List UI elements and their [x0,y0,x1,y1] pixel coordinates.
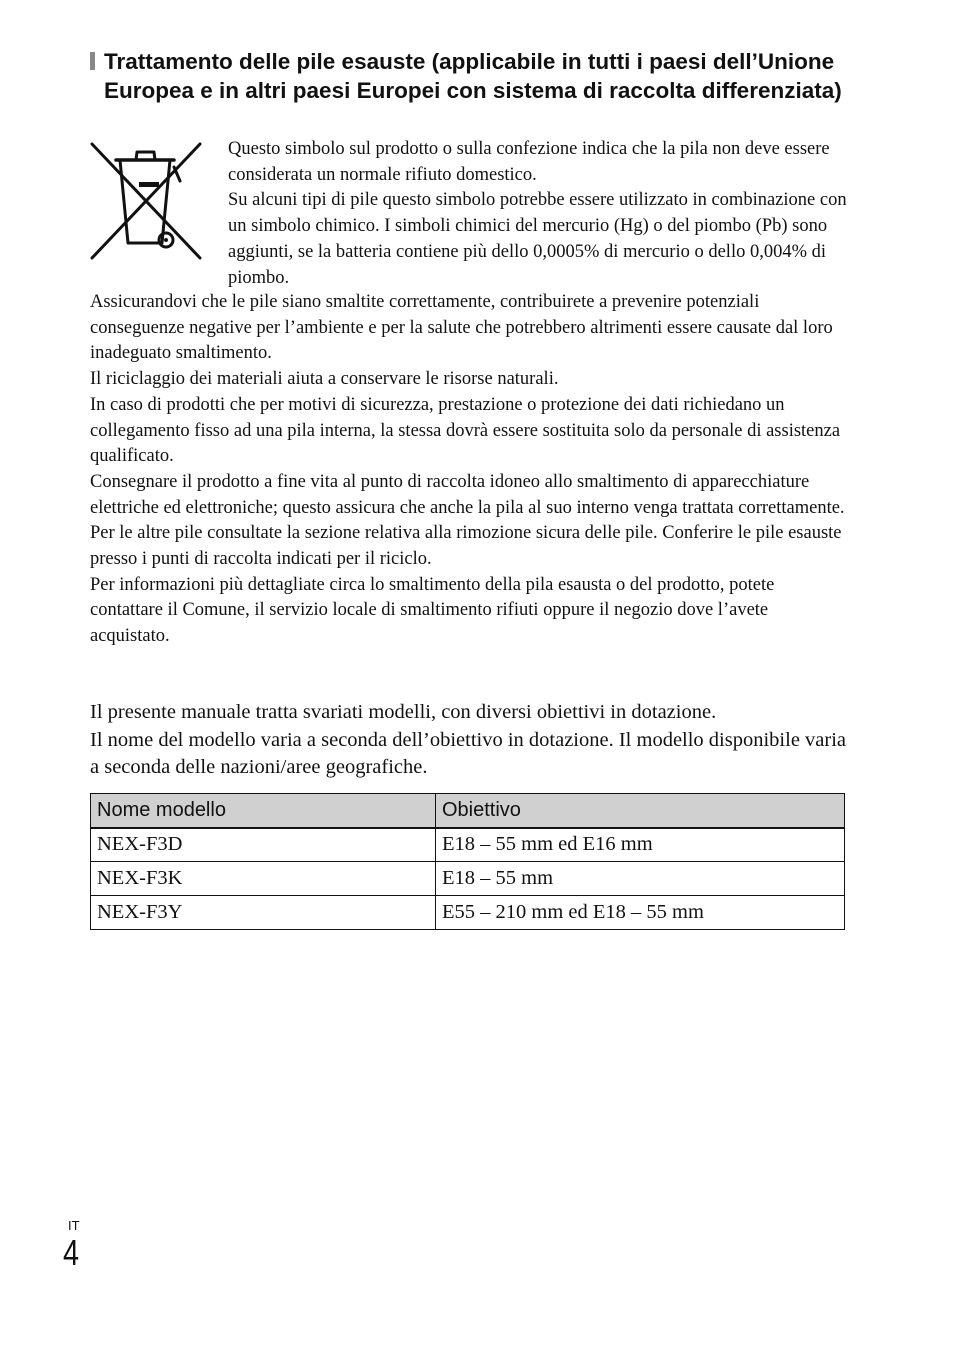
manual-note-line: Il presente manuale tratta svariati modelli, con diversi obiettivi in dotazione. [90,701,717,723]
intro-paragraph: Su alcuni tipi di pile questo simbolo potrebbe essere utilizzato in combinazione con un simbolo chimico. I simboli chimici del mercurio (Hg) o del piombo (Pb) sono aggiunti, se la batteria contiene più dello 0,0005% di mercurio o dello 0,004% di piombo. [228,190,847,288]
table-row [91,896,845,930]
lens-cell: E18 – 55 mm [436,862,845,896]
section-title: Trattamento delle pile esauste (applicabile in tutti i paesi dell’Unione Europea e in altri paesi Europei con sistema di raccolta differenziata) [104,49,842,103]
crossed-out-wheeled-bin-icon [90,141,202,261]
body-paragraph: Il riciclaggio dei materiali aiuta a conservare le risorse naturali. [90,369,559,390]
table-header-row [91,794,845,828]
heading-marker-bar [90,52,95,70]
symbol-description [228,137,848,291]
language-code: IT [68,1218,80,1233]
body-paragraph: Per informazioni più dettagliate circa lo smaltimento della pila esausta o del prodotto, potete contattare il Comune, il servizio locale di smaltimento rifiuti oppure il negozio dove l’avete acquistato. [90,574,775,647]
lens-cell: E55 – 210 mm ed E18 – 55 mm [436,896,845,930]
body-paragraph: In caso di prodotti che per motivi di sicurezza, prestazione o protezione dei dati richiedano un collegamento fisso ad una pila interna, la stessa dovrà essere sostituita solo da personale di assistenza qualificato. [90,394,841,467]
model-cell: NEX-F3K [91,862,436,896]
model-lens-table [90,793,845,930]
model-cell: NEX-F3D [91,828,436,862]
body-paragraph: Assicurandovi che le pile siano smaltite correttamente, contribuirete a prevenire potenziali conseguenze negative per l’ambiente e per la salute che potrebbero altrimenti essere causate dal loro inadeguato smaltimento. [90,292,833,364]
body-paragraph: Per le altre pile consultate la sezione relativa alla rimozione sicura delle pile. Conferire le pile esauste presso i punti di raccolta indicati per il riciclo. [90,523,842,570]
section-heading [90,47,850,105]
column-header-model: Nome modello [91,794,436,828]
body-paragraph: Consegnare il prodotto a fine vita al punto di raccolta idoneo allo smaltimento di apparecchiature elettriche ed elettroniche; questo assicura che anche la pila al suo interno venga trattata correttamente. [90,471,845,518]
page-number: 4 [63,1232,80,1273]
intro-paragraph: Questo simbolo sul prodotto o sulla confezione indica che la pila non deve essere considerata un normale rifiuto domestico. [228,139,830,185]
manual-note [90,699,850,782]
table-row [91,862,845,896]
table-row [91,828,845,862]
column-header-lens: Obiettivo [436,794,845,828]
lens-cell: E18 – 55 mm ed E16 mm [436,828,845,862]
manual-note-line: Il nome del modello varia a seconda dell’obiettivo in dotazione. Il modello disponibile varia a seconda delle nazioni/aree geografiche. [90,728,847,778]
disposal-text [90,290,850,650]
model-cell: NEX-F3Y [91,896,436,930]
